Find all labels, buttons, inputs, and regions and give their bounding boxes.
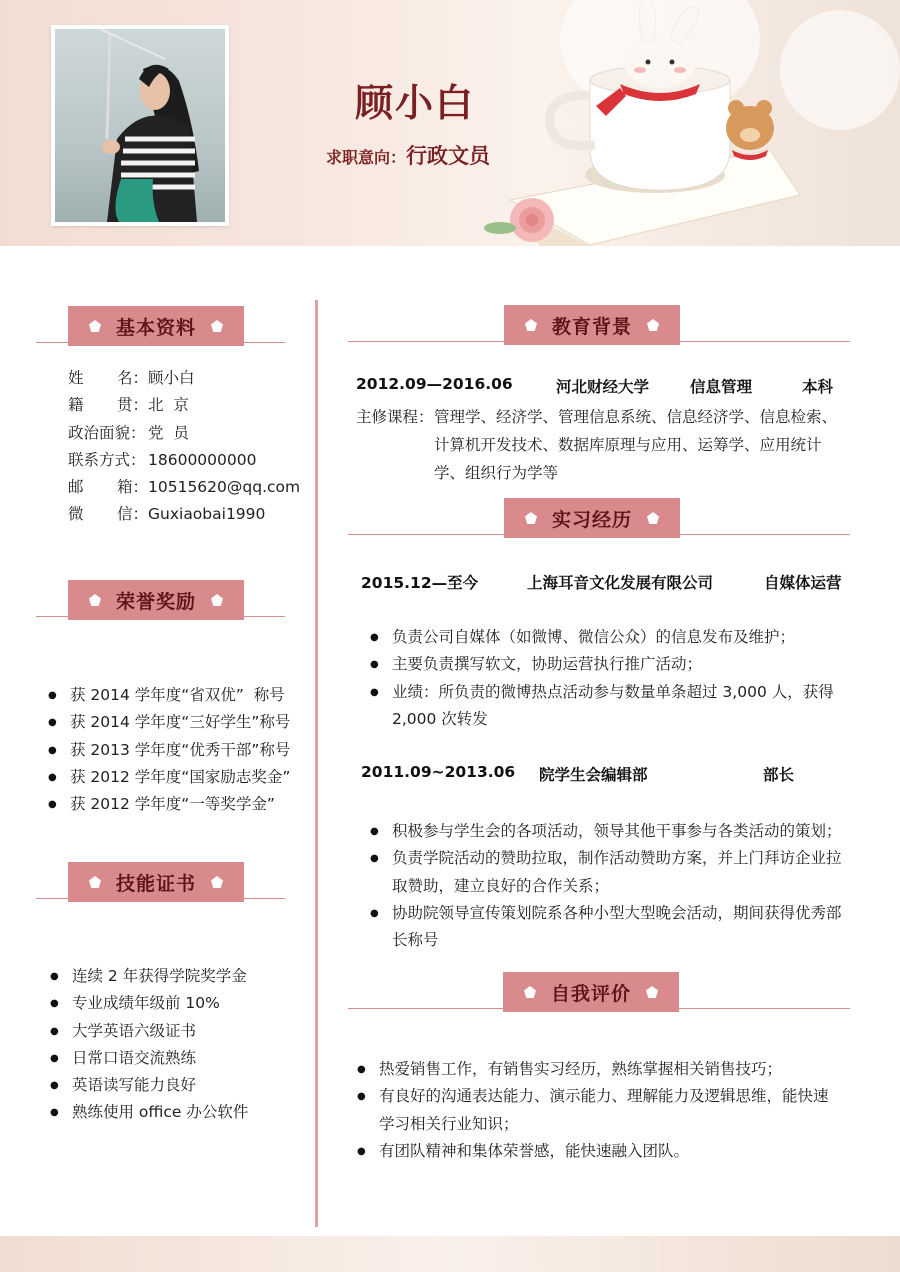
job-role: 自媒体运营 [764,574,842,592]
column-divider [315,300,318,1227]
list-item: ● 获 2014 学年度“省双优” 称号 [48,682,290,709]
section-tag [503,972,679,1012]
job-org: 院学生会编辑部 [539,766,648,784]
list-item: ● 积极参与学生会的各项活动，领导其他干事参与各类活动的策划； [370,818,848,845]
job-duties-list [370,624,846,733]
pentagon-icon [88,319,102,333]
pentagon-icon [523,985,537,999]
courses-label: 主修课程： [356,408,434,426]
section-header-education [348,305,850,345]
section-header-honors [36,580,285,620]
info-row [68,501,300,528]
self-eval-list [357,1056,831,1165]
section-title: 实习经历 [551,508,632,531]
section-header-self-eval [348,972,850,1012]
info-value: 党 员 [148,423,189,442]
list-item: ● 大学英语六级证书 [50,1018,248,1045]
education-period: 2012.09—2016.06 [356,375,513,393]
pentagon-icon [88,593,102,607]
info-key: 籍 贯： [68,396,148,415]
info-value: Guxiaobai1990 [148,505,266,524]
section-header-basic [36,306,285,346]
list-item: ● 主要负责撰写软文，协助运营执行推广活动； [370,651,846,678]
profile-photo [51,25,229,226]
section-title: 自我评价 [550,982,631,1005]
list-item: ● 热爱销售工作，有销售实习经历，熟练掌握相关销售技巧； [357,1056,831,1083]
honors-list [48,682,290,818]
section-tag [68,862,244,902]
list-item: ● 有团队精神和集体荣誉感，能快速融入团队。 [357,1138,831,1165]
list-item: ● 专业成绩年级前 10% [50,990,248,1017]
pentagon-icon [210,875,224,889]
info-key: 政治面貌： [68,423,146,442]
list-item: ● 获 2014 学年度“三好学生”称号 [48,709,290,736]
list-item: ● 获 2013 学年度“优秀干部”称号 [48,737,290,764]
section-tag [504,305,680,345]
info-row [68,392,300,419]
info-row [68,365,300,392]
pentagon-icon [646,511,660,525]
info-key: 联系方式： [68,450,146,469]
list-item: ● 熟练使用 office 办公软件 [50,1099,248,1126]
candidate-name: 顾小白 [354,81,475,125]
list-item: ● 协助院领导宣传策划院系各种小型大型晚会活动，期间获得优秀部长称号 [370,900,848,955]
pentagon-icon [210,593,224,607]
section-tag [68,306,244,346]
section-title: 基本资料 [115,316,196,339]
section-title: 荣誉奖励 [115,590,196,613]
section-tag [504,498,680,538]
info-value: 18600000000 [148,450,257,469]
section-header-skills [36,862,285,902]
info-value: 顾小白 [148,369,195,387]
education-degree: 本科 [802,378,834,396]
info-row [68,447,300,474]
skills-list [50,963,248,1127]
education-school: 河北财经大学 [556,378,650,396]
info-key: 微 信： [68,505,148,524]
pentagon-icon [646,318,660,332]
section-header-internship [348,498,850,538]
list-item: ● 连续 2 年获得学院奖学金 [50,963,248,990]
job-role: 部长 [763,766,795,784]
section-title: 技能证书 [115,872,196,895]
list-item: ● 英语读写能力良好 [50,1072,248,1099]
job-org: 上海耳音文化发展有限公司 [527,574,714,592]
education-major: 信息管理 [690,378,753,396]
job-intent [326,140,490,170]
list-item: ● 负责学院活动的赞助拉取，制作活动赞助方案，并上门拜访企业拉取赞助，建立良好的合作关系； [370,845,848,900]
list-item: ● 负责公司自媒体（如微博、微信公众）的信息发布及维护； [370,624,846,651]
list-item: ● 获 2012 学年度“一等奖学金” [48,791,290,818]
job-period: 2015.12—至今 [361,574,479,592]
section-title: 教育背景 [551,315,632,338]
info-row [68,420,300,447]
info-value: 北 京 [148,396,189,415]
header-banner [0,0,900,246]
teacup-bunny-illustration [470,0,900,246]
pentagon-icon [524,318,538,332]
pentagon-icon [524,511,538,525]
info-key: 邮 箱： [68,478,148,497]
job-duties-list [370,818,848,954]
job-period: 2011.09~2013.06 [361,763,516,781]
person-illustration [55,29,225,222]
job-intent-value: 行政文员 [406,144,491,168]
basic-info-list [68,365,300,529]
footer-banner [0,1236,900,1272]
info-row [68,474,300,501]
pentagon-icon [88,875,102,889]
job-intent-label: 求职意向： [326,148,407,167]
list-item: ● 获 2012 学年度“国家励志奖金” [48,764,290,791]
section-tag [68,580,244,620]
courses-text: 管理学、经济学、管理信息系统、信息经济学、信息检索、计算机开发技术、数据库原理与应用、运筹学、应用统计学、组织行为学等 [434,408,838,482]
info-value: 10515620@qq.com [148,478,301,497]
list-item: ● 日常口语交流熟练 [50,1045,248,1072]
pentagon-icon [210,319,224,333]
info-key: 姓 名： [68,369,148,387]
list-item: ● 业绩：所负责的微博热点活动参与数量单条超过 3,000 人，获得 2,000 次转发 [370,679,846,734]
pentagon-icon [645,985,659,999]
list-item: ● 有良好的沟通表达能力、演示能力、理解能力及逻辑思维，能快速学习相关行业知识； [357,1083,831,1138]
